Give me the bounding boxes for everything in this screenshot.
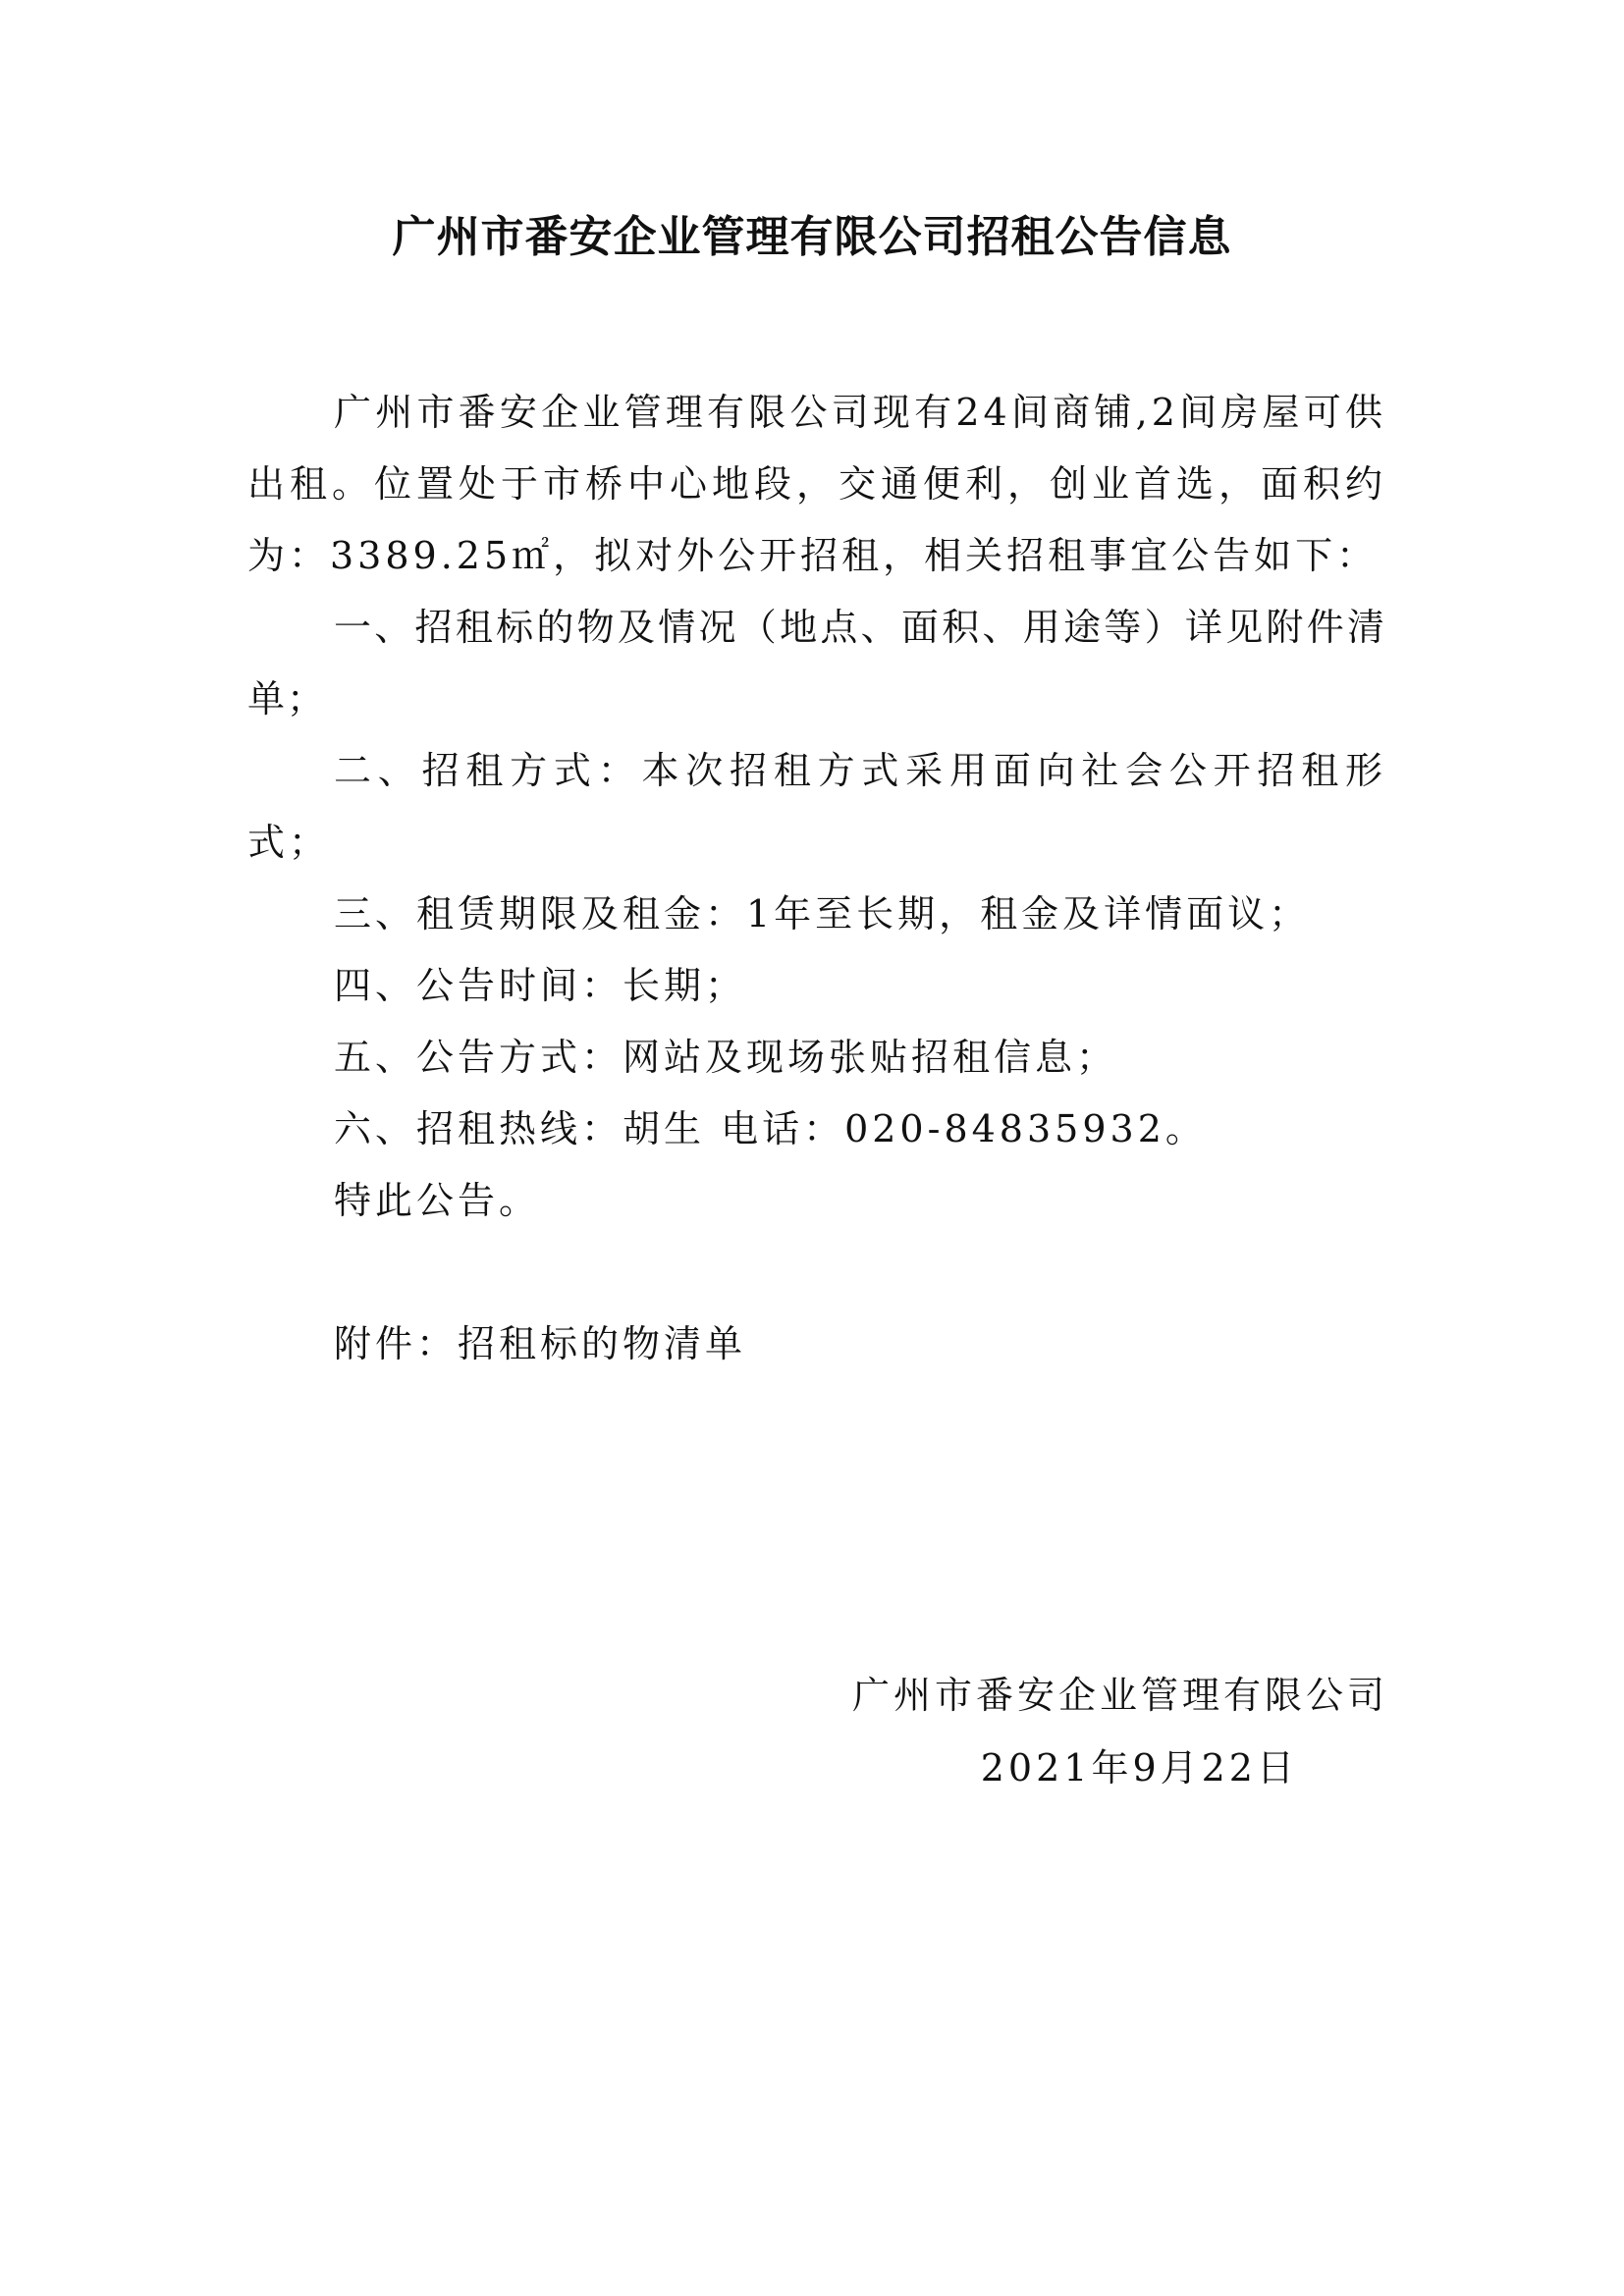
item-4-paragraph: 四、公告时间：长期； — [334, 964, 747, 1007]
intro-paragraph: 广州市番安企业管理有限公司现有24间商铺,2间房屋可供出租。位置处于市桥中心地段，交通便利，创业首选，面积约为：3389.25㎡，拟对外公开招租，相关招租事宜公告如下： — [247, 391, 1386, 577]
item-1-paragraph: 一、招租标的物及情况（地点、面积、用途等）详见附件清单； — [247, 606, 1386, 721]
signature-block — [852, 1659, 1388, 1804]
item-2-paragraph: 二、招租方式：本次招租方式采用面向社会公开招租形式； — [247, 749, 1386, 864]
signature-date: 2021年9月22日 — [980, 1746, 1298, 1789]
closing-paragraph: 特此公告。 — [334, 1179, 541, 1222]
attachment-line: 附件：招租标的物清单 — [334, 1322, 747, 1365]
item-5-paragraph: 五、公告方式：网站及现场张贴招租信息； — [334, 1036, 1118, 1079]
spacer — [247, 1237, 1386, 1308]
signature-company: 广州市番安企业管理有限公司 — [851, 1674, 1388, 1717]
item-3-paragraph: 三、租赁期限及租金：1年至长期，租金及详情面议； — [334, 892, 1311, 935]
item-6-paragraph: 六、招租热线：胡生 电话：020-84835932。 — [334, 1107, 1207, 1150]
document-title: 广州市番安企业管理有限公司招租公告信息 — [392, 212, 1232, 262]
document-body — [247, 377, 1386, 1380]
